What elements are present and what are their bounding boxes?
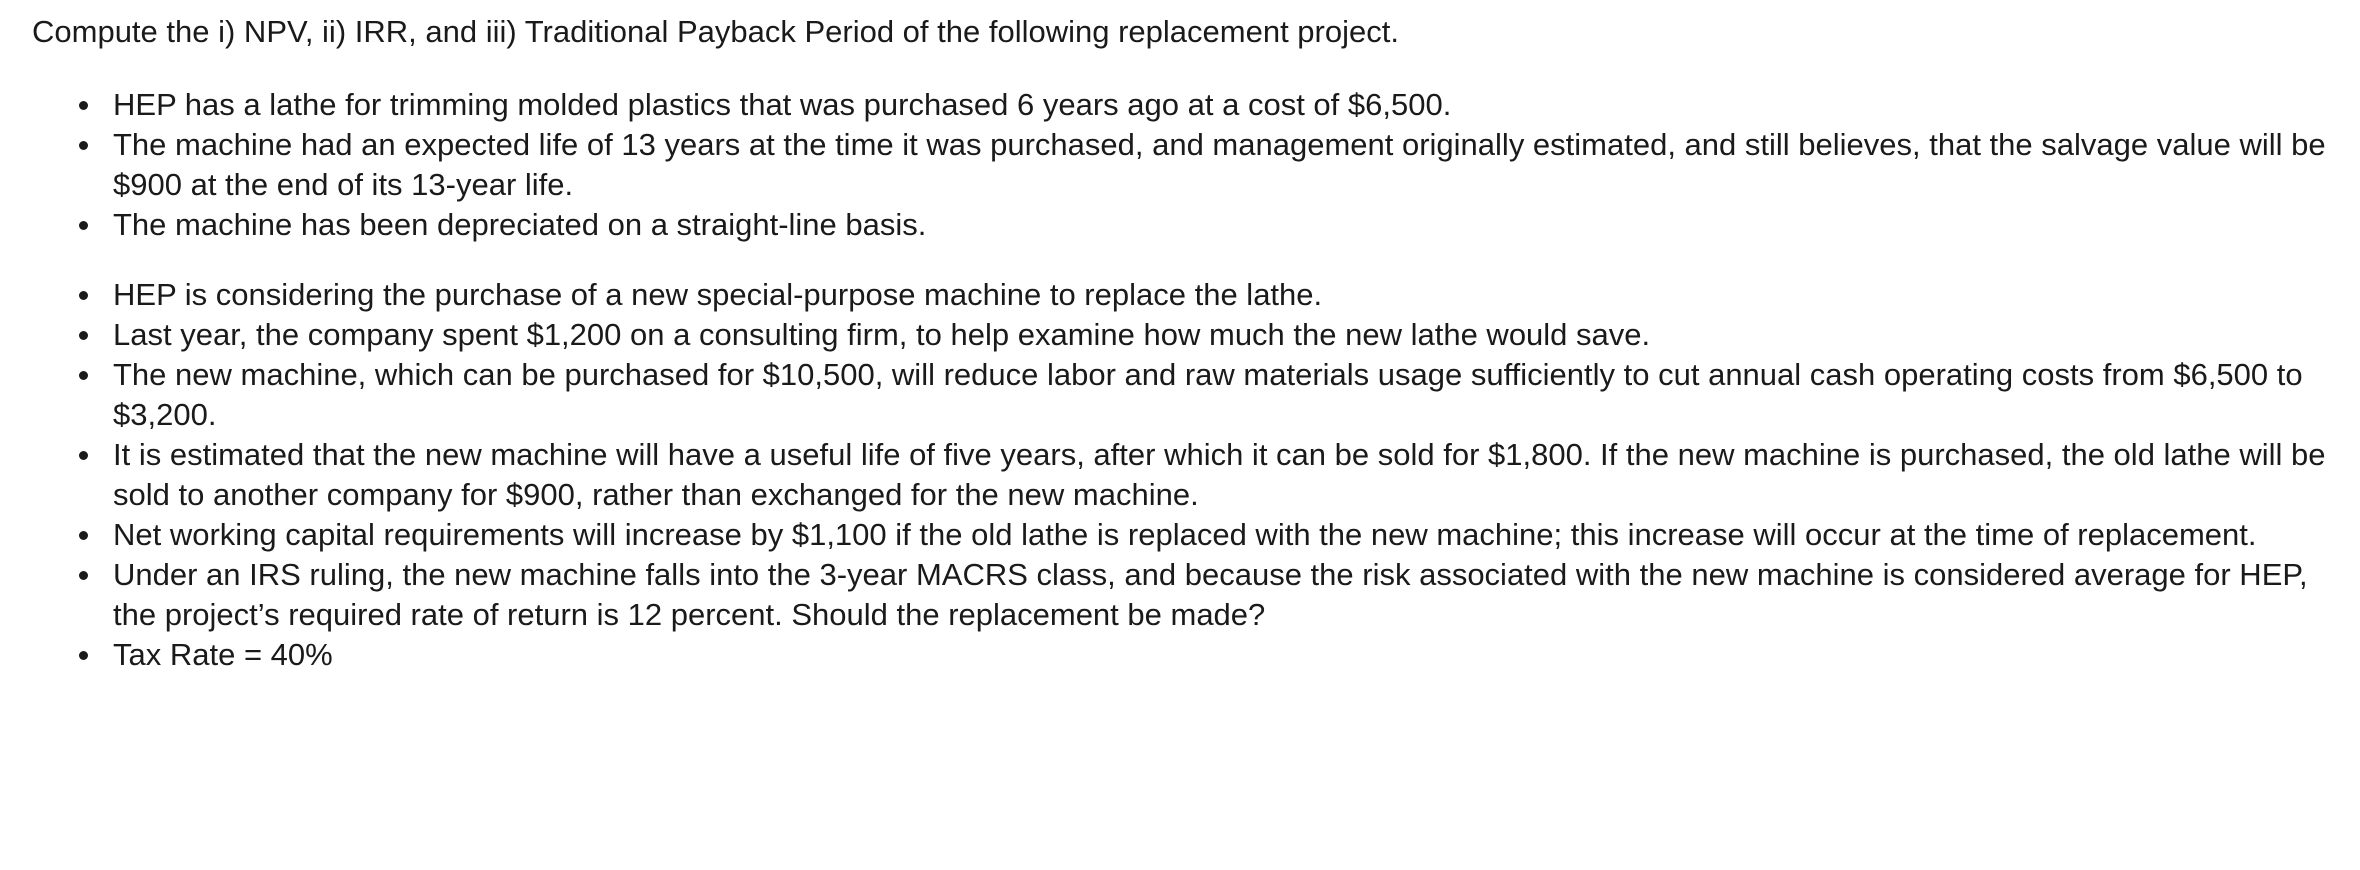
list-item: It is estimated that the new machine will have a useful life of five years, after which it can be sold for $1,800. If the new machine is purchased, the old lathe will be sold to another company for $900, rather than exchanged for the new machine. — [32, 435, 2328, 515]
list-item: HEP is considering the purchase of a new special-purpose machine to replace the lathe. — [32, 275, 2328, 315]
list-item: HEP has a lathe for trimming molded plastics that was purchased 6 years ago at a cost of $6,500. — [32, 85, 2328, 125]
new-machine-list — [32, 275, 2328, 675]
list-item: Tax Rate = 40% — [32, 635, 2328, 675]
list-item: Net working capital requirements will increase by $1,100 if the old lathe is replaced with the new machine; this increase will occur at the time of replacement. — [32, 515, 2328, 555]
list-item: Under an IRS ruling, the new machine falls into the 3-year MACRS class, and because the risk associated with the new machine is considered average for HEP, the project’s required rate of return is 12 percent. Should the replacement be made? — [32, 555, 2328, 635]
list-item: The new machine, which can be purchased for $10,500, will reduce labor and raw materials usage sufficiently to cut annual cash operating costs from $6,500 to $3,200. — [32, 355, 2328, 435]
list-item: The machine had an expected life of 13 years at the time it was purchased, and management originally estimated, and still believes, that the salvage value will be $900 at the end of its 13-year life. — [32, 125, 2328, 205]
question-prompt: Compute the i) NPV, ii) IRR, and iii) Traditional Payback Period of the following replacement project. — [32, 14, 1399, 49]
list-item: Last year, the company spent $1,200 on a consulting firm, to help examine how much the new lathe would save. — [32, 315, 2328, 355]
existing-lathe-list — [32, 85, 2328, 245]
list-item: The machine has been depreciated on a straight-line basis. — [32, 205, 2328, 245]
